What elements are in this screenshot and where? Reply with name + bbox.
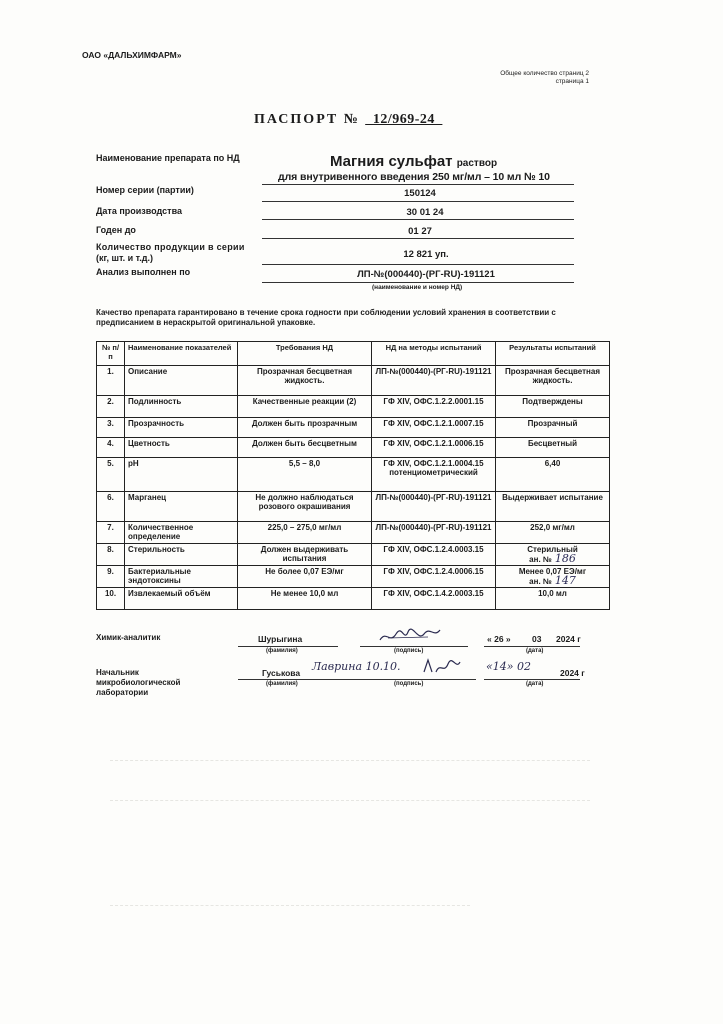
analysis-number-handwritten: 186 bbox=[554, 552, 576, 565]
row-result-text: Стерильный bbox=[527, 545, 578, 554]
underline bbox=[262, 238, 574, 239]
underline bbox=[262, 282, 574, 283]
row-number: 1. bbox=[97, 366, 125, 396]
head-handwritten-note: Лаврина 10.10. bbox=[312, 660, 401, 673]
scan-bleed-line bbox=[110, 760, 590, 761]
row-method: ГФ XIV, ОФС.1.2.2.0001.15 bbox=[372, 396, 496, 418]
row-method: ГФ XIV, ОФС.1.2.1.0007.15 bbox=[372, 418, 496, 438]
row-method: ЛП-№(000440)-(РГ-RU)-191121 bbox=[372, 492, 496, 522]
chemist-name: Шурыгина bbox=[258, 634, 303, 644]
scan-bleed-line bbox=[110, 905, 470, 906]
underline bbox=[262, 264, 574, 265]
signature-caption: (подпись) bbox=[394, 648, 424, 654]
col-header-requirements: Требования НД bbox=[238, 342, 372, 366]
row-requirement: Не должно наблюдаться розового окрашивания bbox=[238, 492, 372, 522]
table-row bbox=[97, 438, 610, 458]
drug-concentration: для внутривенного введения 250 мг/мл – 10 мл № 10 bbox=[278, 171, 550, 183]
col-header-methods: НД на методы испытаний bbox=[372, 342, 496, 366]
row-parameter-name: Цветность bbox=[125, 438, 238, 458]
row-method: ГФ XIV, ОФС.1.2.4.0003.15 bbox=[372, 544, 496, 566]
surname-caption: (фамилия) bbox=[266, 681, 298, 687]
head-name: Гуськова bbox=[262, 668, 301, 678]
results-table bbox=[96, 341, 610, 610]
row-result: Прозрачный bbox=[496, 418, 610, 438]
row-requirement: Не менее 10,0 мл bbox=[238, 588, 372, 610]
surname-caption: (фамилия) bbox=[266, 648, 298, 654]
table-row bbox=[97, 458, 610, 492]
underline bbox=[484, 679, 580, 680]
quantity-label-line1: Количество продукции в серии bbox=[96, 242, 245, 252]
row-result: 252,0 мг/мл bbox=[496, 522, 610, 544]
drug-name-text: Магния сульфат bbox=[330, 153, 453, 170]
signature-scribble-icon bbox=[378, 626, 442, 646]
head-label bbox=[96, 668, 180, 698]
production-value: 30 01 24 bbox=[406, 207, 444, 218]
passport-title bbox=[254, 112, 442, 128]
table-row bbox=[97, 418, 610, 438]
row-requirement: Прозрачная бесцветная жидкость. bbox=[238, 366, 372, 396]
col-header-name: Наименование показателей bbox=[125, 342, 238, 366]
underline bbox=[484, 646, 580, 647]
row-number: 8. bbox=[97, 544, 125, 566]
production-label: Дата производства bbox=[96, 206, 182, 216]
row-method: ГФ XIV, ОФС.1.4.2.0003.15 bbox=[372, 588, 496, 610]
row-parameter-name: Извлекаемый объём bbox=[125, 588, 238, 610]
quantity-value: 12 821 уп. bbox=[403, 249, 449, 260]
date-caption: (дата) bbox=[526, 648, 544, 654]
underline bbox=[360, 646, 468, 647]
col-header-results: Результаты испытаний bbox=[496, 342, 610, 366]
row-number: 2. bbox=[97, 396, 125, 418]
underline bbox=[262, 219, 574, 220]
quantity-label-line2: (кг, шт. и т.д.) bbox=[96, 253, 153, 263]
head-label-line2: микробиологической bbox=[96, 678, 181, 687]
row-result: Прозрачная бесцветная жидкость. bbox=[496, 366, 610, 396]
series-value: 150124 bbox=[404, 188, 436, 199]
row-parameter-name: pH bbox=[125, 458, 238, 492]
page-current: страница 1 bbox=[555, 78, 589, 85]
row-parameter-name: Подлинность bbox=[125, 396, 238, 418]
row-requirement: 5,5 – 8,0 bbox=[238, 458, 372, 492]
drug-form: раствор bbox=[456, 158, 498, 169]
underline bbox=[238, 679, 476, 680]
row-parameter-name: Описание bbox=[125, 366, 238, 396]
chemist-date-year: 2024 г bbox=[556, 634, 581, 644]
row-number: 6. bbox=[97, 492, 125, 522]
pages-total: Общее количество страниц 2 bbox=[500, 70, 589, 77]
col-header-num: № п/п bbox=[97, 342, 125, 366]
row-result: 6,40 bbox=[496, 458, 610, 492]
head-date-handwritten: «14» 02 bbox=[486, 660, 531, 673]
row-result: 10,0 мл bbox=[496, 588, 610, 610]
row-requirement: Не более 0,07 ЕЭ/мг bbox=[238, 566, 372, 588]
name-label: Наименование препарата по НД bbox=[96, 153, 240, 163]
passport-number: _12/969-24_ bbox=[365, 112, 443, 127]
page-counter bbox=[500, 70, 589, 86]
row-number: 9. bbox=[97, 566, 125, 588]
analysis-value: ЛП-№(000440)-(РГ-RU)-191121 bbox=[357, 269, 495, 280]
head-label-line1: Начальник bbox=[96, 668, 139, 677]
row-parameter-name: Количественное определение bbox=[125, 522, 238, 544]
company-name: ОАО «ДАЛЬХИМФАРМ» bbox=[82, 50, 182, 60]
analysis-label: Анализ выполнен по bbox=[96, 267, 191, 277]
row-method: ГФ XIV, ОФС.1.2.4.0006.15 bbox=[372, 566, 496, 588]
row-number: 4. bbox=[97, 438, 125, 458]
row-parameter-name: Бактериальные эндотоксины bbox=[125, 566, 238, 588]
row-number: 7. bbox=[97, 522, 125, 544]
row-result bbox=[496, 544, 610, 566]
row-requirement: Должен быть бесцветным bbox=[238, 438, 372, 458]
analysis-number-label: ан. № bbox=[529, 577, 552, 586]
row-result bbox=[496, 566, 610, 588]
chemist-date-day: « 26 » bbox=[487, 634, 511, 644]
table-row bbox=[97, 544, 610, 566]
signature-scribble-icon bbox=[422, 656, 462, 678]
row-parameter-name: Марганец bbox=[125, 492, 238, 522]
row-method: ГФ XIV, ОФС.1.2.1.0004.15 потенциометрический bbox=[372, 458, 496, 492]
row-number: 5. bbox=[97, 458, 125, 492]
row-requirement: Должен выдерживать испытания bbox=[238, 544, 372, 566]
row-method: ГФ XIV, ОФС.1.2.1.0006.15 bbox=[372, 438, 496, 458]
row-number: 10. bbox=[97, 588, 125, 610]
table-row bbox=[97, 566, 610, 588]
scan-bleed-line bbox=[110, 800, 590, 801]
analysis-number-label: ан. № bbox=[529, 555, 552, 564]
head-date-year: 2024 г bbox=[560, 668, 585, 678]
row-requirement: 225,0 – 275,0 мг/мл bbox=[238, 522, 372, 544]
table-row bbox=[97, 522, 610, 544]
quantity-label bbox=[96, 242, 262, 264]
row-result-analysis bbox=[499, 576, 606, 586]
chemist-date-month: 03 bbox=[532, 634, 542, 644]
underline bbox=[262, 201, 574, 202]
chemist-label: Химик-аналитик bbox=[96, 633, 161, 642]
table-header-row bbox=[97, 342, 610, 366]
row-method: ЛП-№(000440)-(РГ-RU)-191121 bbox=[372, 522, 496, 544]
analysis-caption: (наименование и номер НД) bbox=[372, 284, 463, 291]
row-number: 3. bbox=[97, 418, 125, 438]
series-label: Номер серии (партии) bbox=[96, 185, 194, 195]
underline bbox=[238, 646, 338, 647]
row-result-analysis bbox=[499, 554, 606, 564]
underline bbox=[262, 184, 574, 185]
row-result: Бесцветный bbox=[496, 438, 610, 458]
signature-caption: (подпись) bbox=[394, 681, 424, 687]
quality-statement: Качество препарата гарантировано в течение срока годности при соблюдении условий хранения в соответствии с предписанием в нераскрытой оригинальной упаковке. bbox=[96, 308, 556, 327]
expiry-label: Годен до bbox=[96, 225, 136, 235]
head-label-line3: лаборатории bbox=[96, 688, 149, 697]
row-parameter-name: Прозрачность bbox=[125, 418, 238, 438]
row-result: Подтверждены bbox=[496, 396, 610, 418]
row-parameter-name: Стерильность bbox=[125, 544, 238, 566]
table-row bbox=[97, 588, 610, 610]
table-row bbox=[97, 396, 610, 418]
title-prefix: ПАСПОРТ № bbox=[254, 112, 360, 127]
date-caption: (дата) bbox=[526, 681, 544, 687]
table-row bbox=[97, 366, 610, 396]
row-requirement: Должен быть прозрачным bbox=[238, 418, 372, 438]
drug-name bbox=[330, 153, 497, 170]
analysis-number-handwritten: 147 bbox=[554, 574, 576, 587]
table-row bbox=[97, 492, 610, 522]
row-result-text: Менее 0,07 ЕЭ/мг bbox=[518, 567, 587, 576]
row-method: ЛП-№(000440)-(РГ-RU)-191121 bbox=[372, 366, 496, 396]
expiry-value: 01 27 bbox=[408, 226, 432, 237]
row-requirement: Качественные реакции (2) bbox=[238, 396, 372, 418]
row-result: Выдерживает испытание bbox=[496, 492, 610, 522]
